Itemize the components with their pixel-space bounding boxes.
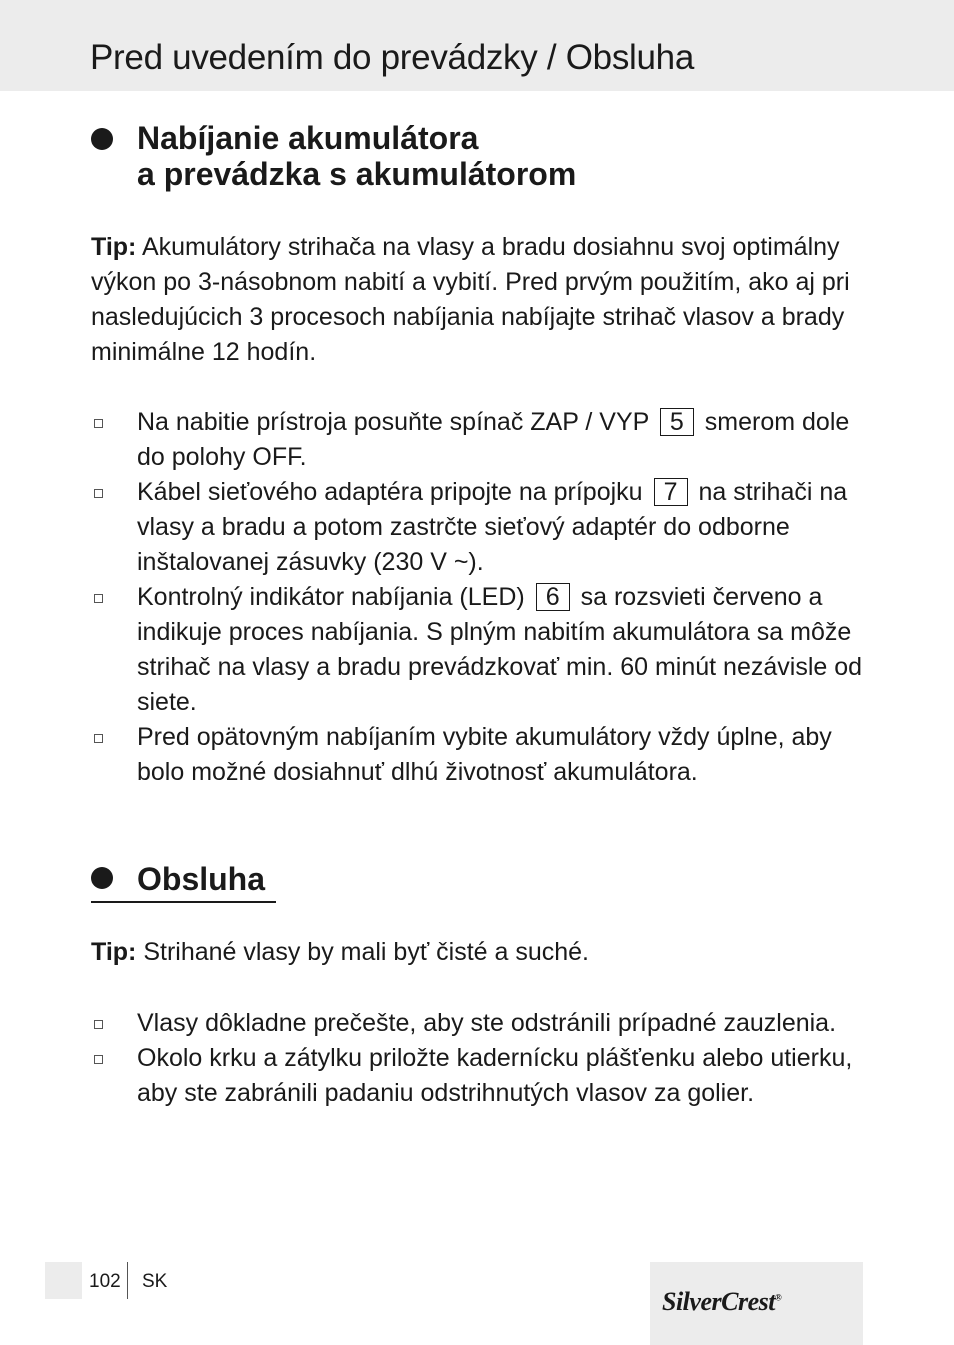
checkbox-icon — [94, 419, 103, 428]
list-item — [91, 1006, 881, 1041]
footer-divider — [127, 1262, 128, 1299]
footer-tab — [45, 1262, 82, 1299]
brand-logo — [662, 1287, 781, 1317]
registered-mark: ® — [774, 1292, 782, 1303]
item-text: sa rozsvieti červeno a indikuje proces nabíjania. S plným nabitím akumulátora sa môže strihač na vlasy a bradu prevádzkovať min. 60 minút nezávisle od siete. — [137, 583, 863, 716]
tip-paragraph — [91, 230, 871, 370]
item-text: Pred opätovným nabíjaním vybite akumulátory vždy úplne, aby bolo možné dosiahnuť dlhú životnosť akumulátora. — [137, 723, 832, 786]
checkbox-icon — [94, 1020, 103, 1029]
checkbox-icon — [94, 594, 103, 603]
page-number: 102 — [89, 1271, 121, 1292]
brand-logo-text: SilverCrest — [662, 1287, 775, 1316]
section-heading-charging — [137, 120, 576, 192]
list-item — [91, 720, 881, 790]
page-title: Pred uvedením do prevádzky / Obsluha — [90, 38, 694, 77]
tip-label: Tip: — [91, 938, 137, 966]
item-text: Na nabitie prístroja posuňte spínač ZAP / VYP — [137, 408, 649, 436]
heading-underline — [91, 901, 276, 903]
section-bullet — [91, 128, 113, 150]
item-text: Kábel sieťového adaptéra pripojte na prípojku — [137, 478, 643, 506]
item-text: Kontrolný indikátor nabíjania (LED) — [137, 583, 525, 611]
section-heading-operation: Obsluha — [137, 861, 266, 897]
tip-text: Akumulátory strihača na vlasy a bradu dosiahnu svoj optimálny výkon po 3-násobnom nabití a vybití. Pred prvým použitím, ako aj pri nasledujúcich 3 procesoch nabíjania nabíjajte strihač vlasov a brady minimálne 12 hodín. — [91, 233, 850, 366]
operation-steps-list — [91, 1006, 881, 1111]
checkbox-icon — [94, 734, 103, 743]
list-item — [91, 580, 881, 720]
heading-line-2: a prevádzka s akumulátorom — [137, 156, 577, 192]
checkbox-icon — [94, 1055, 103, 1064]
checkbox-icon — [94, 489, 103, 498]
item-text: Okolo krku a zátylku priložte kadernícku plášťenku alebo utierku, aby ste zabránili padaniu odstrihnutých vlasov za golier. — [137, 1044, 853, 1107]
item-text: Vlasy dôkladne prečešte, aby ste odstránili prípadné zauzlenia. — [137, 1009, 837, 1037]
list-item — [91, 475, 881, 580]
heading-line-1: Nabíjanie akumulátora — [137, 120, 479, 156]
item-text: na strihači na vlasy a bradu a potom zastrčte sieťový adaptér do odborne inštalovanej zásuvky (230 V ~). — [137, 478, 848, 576]
section-bullet — [91, 867, 113, 889]
reference-number-box: 6 — [536, 583, 570, 611]
reference-number-box: 7 — [654, 478, 688, 506]
charging-steps-list — [91, 405, 881, 790]
list-item — [91, 405, 881, 475]
reference-number-box: 5 — [660, 408, 694, 436]
tip-paragraph — [91, 935, 871, 970]
list-item — [91, 1041, 881, 1111]
tip-label: Tip: — [91, 233, 137, 261]
tip-text: Strihané vlasy by mali byť čisté a suché. — [136, 938, 589, 966]
language-code: SK — [142, 1271, 168, 1292]
item-text: smerom dole do polohy OFF. — [137, 408, 850, 471]
